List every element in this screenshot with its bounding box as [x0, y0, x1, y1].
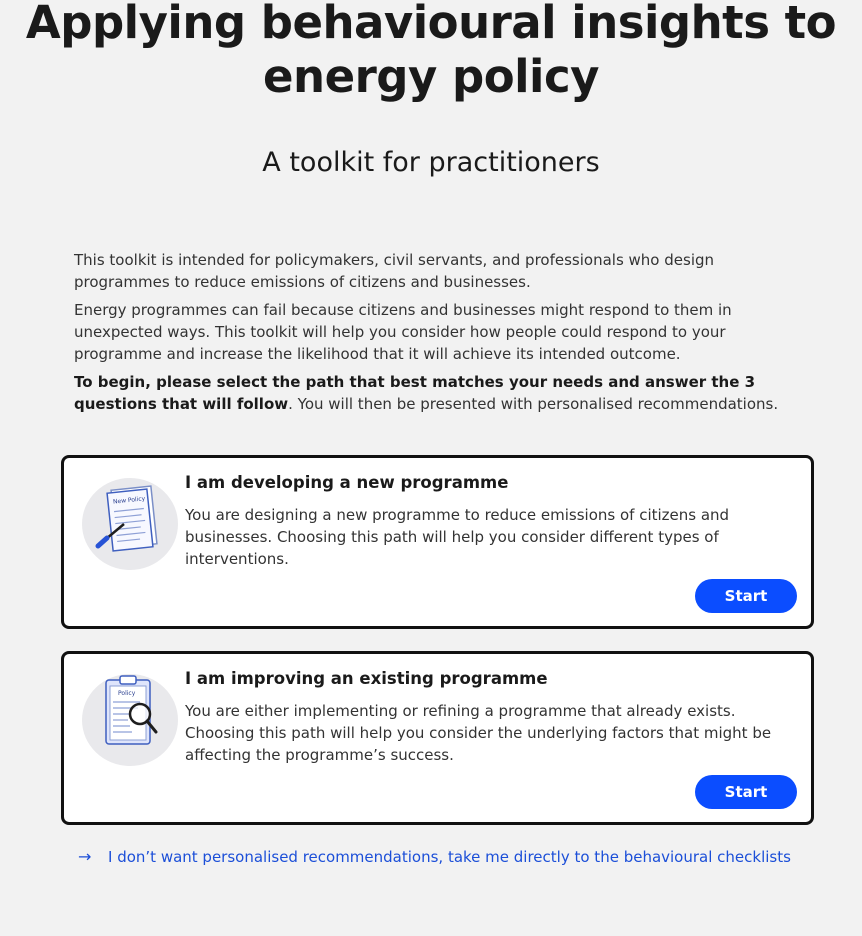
arrow-right-icon: → — [78, 847, 92, 866]
illustration-label-new-policy: New Policy — [112, 495, 146, 506]
instructions-bold-text: To begin, please select the path that best matches your needs and answer the 3 questions that will follow — [74, 373, 756, 413]
skip-to-checklists-text: I don’t want personalised recommendations, take me directly to the behavioural checklists — [108, 848, 791, 866]
new-policy-document-icon — [80, 472, 180, 572]
path-title-existing-programme: I am improving an existing programme — [185, 669, 548, 688]
intro-paragraph-audience: This toolkit is intended for policymakers, civil servants, and professionals who design programmes to reduce emissions of citizens and businesses. — [74, 251, 715, 291]
start-button-new-programme[interactable]: Start — [695, 579, 797, 613]
policy-clipboard-magnifier-icon — [80, 668, 180, 768]
path-description-existing-programme: You are either implementing or refining a programme that already exists. Choosing this path will help you consider the underlying factors that might be affecting the programme’s success. — [185, 702, 772, 764]
illustration-label-policy: Policy — [118, 690, 136, 697]
path-card-existing-programme[interactable] — [61, 651, 814, 825]
path-description-new-programme: You are designing a new programme to reduce emissions of citizens and businesses. Choosing this path will help you consider different types of interventions. — [185, 506, 730, 568]
page-title: Applying behavioural insights to energy policy — [25, 0, 837, 103]
start-button-existing-programme[interactable]: Start — [695, 775, 797, 809]
instructions-rest-text: . You will then be presented with personalised recommendations. — [288, 395, 779, 413]
page-subtitle: A toolkit for practitioners — [262, 147, 600, 178]
skip-to-checklists-link[interactable] — [78, 846, 818, 868]
intro-section — [74, 249, 814, 421]
intro-paragraph-instructions — [74, 371, 814, 415]
path-card-new-programme[interactable] — [61, 455, 814, 629]
path-title-new-programme: I am developing a new programme — [185, 473, 509, 492]
intro-paragraph-purpose: Energy programmes can fail because citizens and businesses might respond to them in unexpected ways. This toolkit will help you consider how people could respond to your programme and increase the likelihood that it will achieve its intended outcome. — [74, 301, 732, 363]
